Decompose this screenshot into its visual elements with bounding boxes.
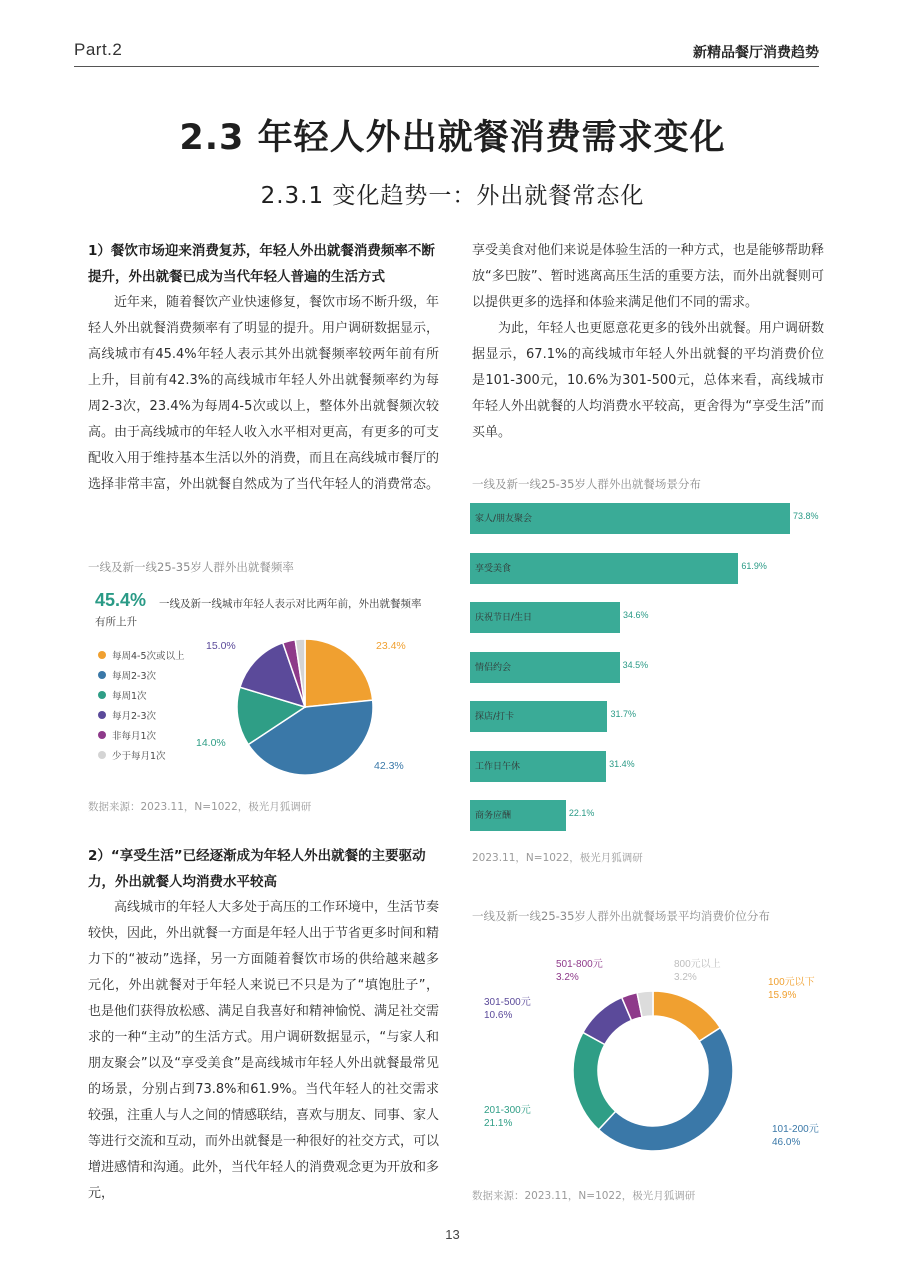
- report-title: 新精品餐厅消费趋势: [693, 45, 819, 61]
- bar-category-label: 家人/朋友聚会: [475, 514, 533, 524]
- donut-label: 501-800元 3.2%: [556, 959, 603, 983]
- pie-label: 23.4%: [376, 640, 406, 652]
- highlight-text-2: 有所上升: [95, 616, 137, 628]
- legend-item: [98, 645, 185, 665]
- bar-value-label: 34.5%: [622, 659, 649, 670]
- price-donut-chart: [569, 987, 737, 1155]
- bar-value-label: 22.1%: [568, 808, 595, 818]
- bar-category-label: 庆祝节日/生日: [475, 613, 533, 623]
- donut-label: 201-300元 21.1%: [484, 1105, 531, 1129]
- donut-label: 301-500元 10.6%: [484, 997, 531, 1021]
- bar-row: [470, 751, 830, 782]
- legend-item: [98, 725, 185, 745]
- pie-label: 15.0%: [206, 640, 236, 652]
- bar-row: [470, 800, 830, 831]
- donut-label: 800元以上 3.2%: [674, 959, 721, 983]
- left-column-bottom: [88, 843, 439, 1207]
- legend-swatch: [98, 751, 106, 759]
- legend-label: 少于每月1次: [112, 751, 166, 762]
- bar-row: [470, 701, 830, 732]
- bar-row: [470, 503, 830, 534]
- part-label: Part.2: [74, 40, 123, 59]
- paragraph-1: 近年来，随着餐饮产业快速修复，餐饮市场不断升级，年轻人外出就餐消费频率有了明显的提升。用户调研数据显示，高线城市有45.4%年轻人表示其外出就餐频率较两年前有所上升，目前有42.3%的高线城市年轻人外出就餐频率约为每周2-3次，23.4%为每周4-5次或以上，整体外出就餐频次较高。由于高线城市的年轻人收入水平相对更高，有更多的可支配收入用于维持基本生活以外的消费，而且在高线城市餐厅的选择非常丰富，外出就餐自然成为了当代年轻人的消费常态。: [88, 295, 440, 492]
- slice-2: [573, 1032, 616, 1129]
- left-column-top: [88, 238, 439, 498]
- bar-category-label: 享受美食: [475, 563, 512, 574]
- bar-value-label: 31.4%: [609, 758, 635, 769]
- bar-value-label: 61.9%: [741, 560, 767, 571]
- bar-value-label: 31.7%: [610, 709, 636, 719]
- pie-label: 14.0%: [196, 737, 226, 749]
- bar-category-label: 情侣约会: [475, 662, 512, 673]
- bar-chart-title: 一线及新一线25-35岁人群外出就餐场景分布: [472, 477, 701, 491]
- legend-item: [98, 705, 185, 725]
- bar-source: 2023.11，N=1022，极光月狐调研: [472, 852, 643, 864]
- paragraph-2: 高线城市的年轻人大多处于高压的工作环境中，生活节奏较快，因此，外出就餐一方面是年轻人出于节省更多时间和精力下的“被动”选择，另一方面随着餐饮市场的供给越来越多元化，外出就餐对于年轻人来说已不只是为了“填饱肚子”，也是他们获得放松感、满足自我喜好和精神愉悦、满足社交需求的一种“主动”的生活方式。用户调研数据显示，“与家人和朋友聚会”以及“享受美食”是高线城市年轻人外出就餐最常见的场景，分别占到73.8%和61.9%。当代年轻人的社交需求较强，注重人与人之间的情感联结，喜欢与朋友、同事、家人等进行交流和互动，而外出就餐是一种很好的社交方式，可以增进感情和沟通。此外，当代年轻人的消费观念更为开放和多元，: [88, 900, 440, 1201]
- section-heading-1: 1）餐饮市场迎来消费复苏，年轻人外出就餐消费频率不断提升，外出就餐已成为当代年轻人普遍的生活方式: [88, 243, 435, 285]
- legend-swatch: [98, 731, 106, 739]
- legend-label: 每周1次: [112, 691, 147, 702]
- section-heading-2: 2）“享受生活”已经逐渐成为年轻人外出就餐的主要驱动力，外出就餐人均消费水平较高: [88, 848, 426, 890]
- page-title: 2.3 年轻人外出就餐消费需求变化: [179, 118, 726, 158]
- donut-label: 100元以下 15.9%: [768, 977, 815, 1001]
- donut-label: 101-200元 46.0%: [772, 1124, 819, 1148]
- legend-item: [98, 685, 185, 705]
- page-subtitle: 2.3.1 变化趋势一：外出就餐常态化: [260, 183, 645, 209]
- pie-source: 数据来源：2023.11，N=1022，极光月狐调研: [88, 801, 312, 813]
- bar-row: [470, 652, 830, 683]
- legend-item: [98, 745, 185, 765]
- highlight-value: 45.4%: [95, 590, 147, 610]
- bar-value-label: 73.8%: [793, 511, 819, 521]
- legend-label: 每周4-5次或以上: [112, 651, 185, 662]
- bar-category-label: 工作日午休: [475, 761, 521, 772]
- legend-swatch: [98, 711, 106, 719]
- header-divider: [74, 66, 819, 67]
- legend-item: [98, 665, 185, 685]
- legend-label: 非每月1次: [112, 731, 157, 742]
- bar-row: [470, 602, 830, 633]
- pie-chart-title: 一线及新一线25-35岁人群外出就餐频率: [88, 560, 294, 574]
- legend-swatch: [98, 651, 106, 659]
- slice-1: [599, 1028, 733, 1151]
- legend-label: 每周2-3次: [112, 671, 157, 682]
- right-column: [472, 238, 824, 446]
- legend-swatch: [98, 671, 106, 679]
- paragraph-4: 为此，年轻人也更愿意花更多的钱外出就餐。用户调研数据显示，67.1%的高线城市年轻人外出就餐的平均消费价位是101-300元，10.6%为301-500元，总体来看，高线城市年轻人外出就餐的人均消费水平较高，更舍得为“享受生活”而买单。: [472, 321, 824, 440]
- pie-legend: [98, 645, 185, 765]
- donut-source: 数据来源：2023.11，N=1022，极光月狐调研: [472, 1190, 696, 1202]
- legend-label: 每月2-3次: [112, 711, 157, 722]
- bar-category-label: 探店/打卡: [475, 712, 515, 722]
- paragraph-3: 享受美食对他们来说是体验生活的一种方式，也是能够帮助释放“多巴胺”、暂时逃离高压生活的重要方法，而外出就餐则可以提供更多的选择和体验来满足他们不同的需求。: [472, 243, 824, 310]
- highlight-text: 一线及新一线城市年轻人表示对比两年前，外出就餐频率: [159, 598, 422, 610]
- bar-category-label: 商务应酬: [475, 811, 512, 821]
- legend-swatch: [98, 691, 106, 699]
- slice-0: [305, 639, 373, 707]
- frequency-pie-chart: [230, 632, 380, 782]
- pie-label: 42.3%: [374, 760, 404, 772]
- donut-chart-title: 一线及新一线25-35岁人群外出就餐场景平均消费价位分布: [472, 909, 770, 923]
- bar-value-label: 34.6%: [623, 610, 649, 620]
- bar-row: [470, 553, 830, 584]
- page-number: 13: [445, 1227, 460, 1242]
